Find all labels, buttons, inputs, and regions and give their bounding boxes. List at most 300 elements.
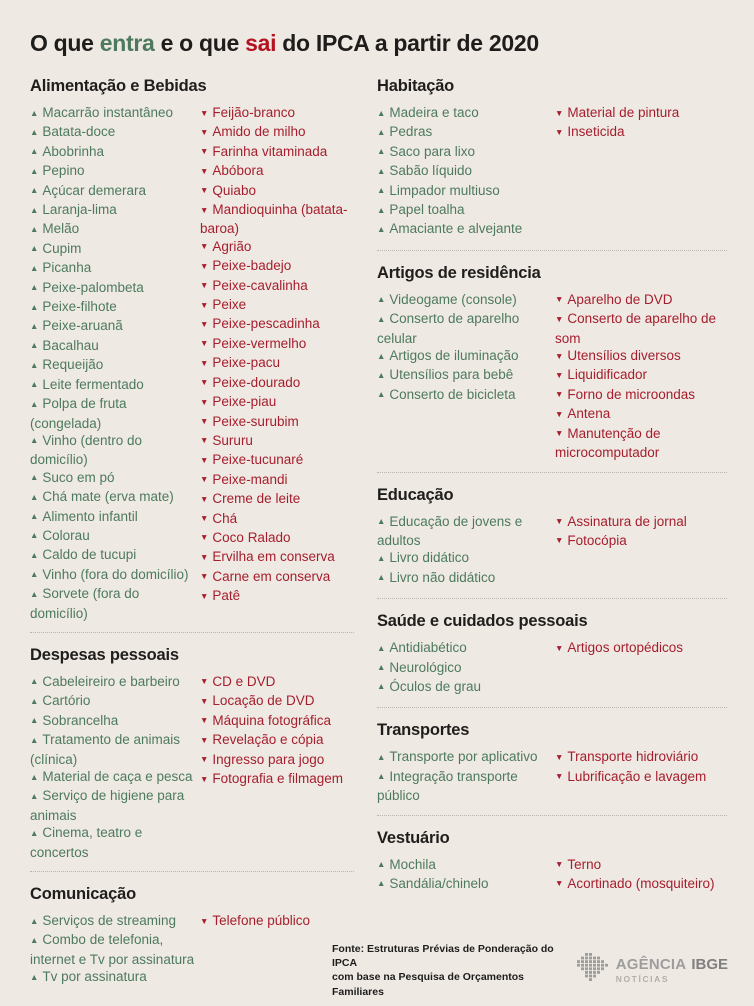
down-triangle-icon: ▼ [555,771,564,782]
sai-list [555,291,727,462]
entra-item [377,875,550,894]
item-label: Abobrinha [42,143,104,159]
entra-item [377,549,550,568]
item-label: Liquidificador [567,367,647,383]
entra-item [377,748,550,767]
entra-item [30,931,195,968]
up-triangle-icon: ▲ [30,165,39,176]
item-label: Fotografia e filmagem [212,771,343,786]
sai-item [200,529,354,548]
item-label: Amaciante e alvejante [389,221,523,237]
entra-item [377,182,550,201]
item-label: Material de caça e pesca [42,769,193,784]
sai-list [200,673,354,789]
up-triangle-icon: ▲ [30,243,39,254]
item-label: Peixe-pacu [212,355,280,371]
sai-item [555,347,727,366]
logo-ibge-label: IBGE [691,956,728,974]
sai-item [200,490,354,509]
sai-item [555,123,727,142]
entra-item [30,787,195,824]
item-label: Quiabo [212,182,256,198]
item-label: Sobrancelha [42,712,119,728]
entra-list [377,639,555,697]
category-title: Vestuário [377,828,450,847]
up-triangle-icon: ▲ [377,572,386,583]
category-columns [377,291,727,462]
sai-list [555,856,727,895]
down-triangle-icon: ▼ [200,185,209,196]
entra-item [377,386,550,405]
category-section [377,472,727,589]
entra-item [30,824,195,861]
sai-item [200,510,354,529]
down-triangle-icon: ▼ [555,535,564,546]
category-section [30,632,354,861]
entra-item [30,585,195,622]
item-label: Antidiabético [389,640,467,656]
up-triangle-icon: ▲ [377,185,386,196]
entra-item [30,356,195,375]
entra-item [30,508,195,527]
item-label: Assinatura de jornal [567,513,687,529]
up-triangle-icon: ▲ [30,185,39,196]
entra-item [30,104,195,123]
up-triangle-icon: ▲ [30,126,39,137]
down-triangle-icon: ▼ [200,513,209,524]
item-label: Forno de microondas [567,386,695,402]
entra-item [377,639,550,658]
category-columns [30,104,354,622]
item-label: Terno [567,856,602,872]
entra-list [377,291,555,405]
up-triangle-icon: ▲ [377,146,386,157]
down-triangle-icon: ▼ [555,516,564,526]
down-triangle-icon: ▼ [555,369,564,380]
item-label: Peixe-dourado [212,374,301,390]
logo-agencia-label: AGÊNCIA [615,956,687,974]
sai-item [200,393,354,412]
sai-item [555,310,727,347]
sai-item [200,548,354,567]
category-columns [30,912,354,988]
content-columns [30,69,727,988]
entra-item [30,123,195,142]
item-label: Fotocópia [567,532,627,548]
down-triangle-icon: ▼ [200,734,209,745]
source-line-1: Fonte: Estruturas Prévias de Ponderação do IPCA [332,943,554,970]
item-label: Artigos ortopédicos [567,640,683,656]
item-label: Conserto de bicicleta [389,386,516,402]
item-label: Peixe-pescadinha [212,316,320,332]
entra-item [377,162,550,181]
sai-item [555,768,727,787]
item-label: Peixe-aruanã [42,318,123,334]
source-note [332,942,577,999]
sai-item [200,673,354,692]
logo-text [616,956,728,984]
item-label: Utensílios diversos [567,348,681,364]
up-triangle-icon: ▲ [30,569,39,580]
sai-item [200,432,354,451]
up-triangle-icon: ▲ [30,472,39,483]
down-triangle-icon: ▼ [200,338,209,349]
up-triangle-icon: ▲ [30,223,39,234]
category-section [377,707,727,804]
up-triangle-icon: ▲ [30,695,39,706]
sai-item [200,912,354,931]
entra-list [30,912,200,988]
item-label: Transporte hidroviário [567,749,699,765]
entra-item [30,220,195,239]
up-triangle-icon: ▲ [30,511,39,522]
up-triangle-icon: ▲ [377,165,386,176]
item-label: Sorvete (fora do domicílio) [30,586,140,621]
entra-item [30,488,195,507]
up-triangle-icon: ▲ [377,662,386,673]
item-label: Açúcar demerara [42,182,146,198]
entra-item [30,432,195,469]
title-word-entra: entra [99,30,155,56]
up-triangle-icon: ▲ [30,790,39,801]
up-triangle-icon: ▲ [30,715,39,726]
entra-item [30,182,195,201]
right-column [377,69,727,894]
sai-item [200,374,354,393]
down-triangle-icon: ▼ [200,915,209,926]
sai-item [200,277,354,296]
up-triangle-icon: ▲ [377,516,386,526]
entra-item [30,279,195,298]
item-label: Tratamento de animais (clínica) [30,732,180,767]
category-title: Comunicação [30,885,136,904]
item-label: Peixe-cavalinha [212,277,308,293]
entra-item [377,569,550,588]
item-label: Integração transporte público [377,768,518,804]
entra-item [30,376,195,395]
down-triangle-icon: ▼ [200,165,209,176]
sai-item [555,639,727,658]
down-triangle-icon: ▼ [200,493,209,504]
down-triangle-icon: ▼ [200,107,209,118]
entra-list [30,673,200,861]
entra-item [30,546,195,565]
item-label: Peixe-palombeta [42,279,144,295]
down-triangle-icon: ▼ [200,241,209,252]
sai-item [555,856,727,875]
sai-item [200,413,354,432]
entra-list [377,513,555,589]
down-triangle-icon: ▼ [200,454,209,465]
up-triangle-icon: ▲ [30,262,39,273]
entra-item [377,201,550,220]
item-label: Peixe-mandi [212,471,288,487]
up-triangle-icon: ▲ [377,223,386,234]
sai-item [555,513,727,532]
down-triangle-icon: ▼ [200,695,209,706]
item-label: Peixe-vermelho [212,335,307,351]
item-label: Máquina fotográfica [212,712,331,728]
item-label: Combo de telefonia, internet e Tv por assinatura [30,932,195,967]
entra-item [377,513,550,550]
item-label: Creme de leite [212,491,301,507]
up-triangle-icon: ▲ [377,369,386,380]
entra-item [30,469,195,488]
category-columns [30,673,354,861]
sai-item [200,354,354,373]
category-columns [377,639,727,697]
source-line-2: com base na Pesquisa de Orçamentos Familiares [332,971,524,998]
item-label: Artigos de iluminação [389,348,519,364]
category-title: Habitação [377,77,455,95]
item-label: Leite fermentado [42,376,144,392]
item-label: Livro didático [389,550,469,566]
logo-noticias-label: NOTÍCIAS [615,974,670,985]
item-label: Sandália/chinelo [389,875,489,891]
item-label: Cabeleireiro e barbeiro [42,673,180,689]
up-triangle-icon: ▲ [30,340,39,351]
item-label: Inseticida [567,124,625,140]
category-section [30,69,354,622]
item-label: Tv por assinatura [42,969,147,985]
sai-item [200,315,354,334]
sai-item [555,532,727,551]
entra-item [30,968,195,987]
item-label: Serviços de streaming [42,913,176,929]
up-triangle-icon: ▲ [377,878,386,889]
sai-list [555,639,727,658]
item-label: Coco Ralado [212,529,291,545]
down-triangle-icon: ▼ [555,313,564,324]
down-triangle-icon: ▼ [555,878,564,889]
item-label: Livro não didático [389,569,496,585]
sai-item [200,471,354,490]
sai-item [200,104,354,123]
item-label: Neurológico [389,659,462,675]
item-label: Pepino [42,163,85,179]
entra-item [30,201,195,220]
up-triangle-icon: ▲ [377,313,386,324]
down-triangle-icon: ▼ [200,773,209,784]
item-label: Conserto de aparelho celular [377,311,520,346]
page-title [30,30,727,57]
entra-item [377,678,550,697]
up-triangle-icon: ▲ [30,435,39,446]
up-triangle-icon: ▲ [377,389,386,400]
sai-item [200,238,354,257]
down-triangle-icon: ▼ [200,590,209,601]
up-triangle-icon: ▲ [377,204,386,215]
up-triangle-icon: ▲ [377,126,386,137]
sai-item [200,182,354,201]
up-triangle-icon: ▲ [377,681,386,692]
sai-item [200,692,354,711]
sai-list [200,912,354,931]
sai-item [200,201,354,238]
entra-item [30,395,195,432]
item-label: Melão [42,221,80,237]
item-label: Vinho (fora do domicílio) [42,566,189,582]
down-triangle-icon: ▼ [555,294,564,305]
item-label: Requeijão [42,357,104,373]
entra-item [377,143,550,162]
down-triangle-icon: ▼ [555,751,564,762]
title-part-pre: O que [30,30,100,56]
item-label: Carne em conserva [212,568,331,584]
item-label: Peixe-surubim [212,413,299,429]
item-label: Feijão-branco [212,105,295,120]
sai-item [555,291,727,310]
item-label: Conserto de aparelho de som [555,311,717,346]
down-triangle-icon: ▼ [555,350,564,361]
item-label: Laranja-lima [42,202,117,218]
entra-list [377,748,555,804]
item-label: Mochila [389,856,436,872]
item-label: Batata-doce [42,124,116,140]
up-triangle-icon: ▲ [30,107,39,118]
entra-item [377,310,550,347]
down-triangle-icon: ▼ [200,280,209,291]
item-label: Farinha vitaminada [212,143,328,159]
item-label: Abóbora [212,163,264,179]
category-title: Alimentação e Bebidas [30,77,207,95]
down-triangle-icon: ▼ [200,474,209,485]
item-label: Manutenção de microcomputador [555,425,661,461]
agencia-ibge-logo [577,953,728,988]
sai-item [200,257,354,276]
item-label: Macarrão instantâneo [42,105,173,120]
up-triangle-icon: ▲ [30,734,39,745]
up-triangle-icon: ▲ [30,530,39,541]
left-column [30,69,354,988]
entra-item [30,527,195,546]
up-triangle-icon: ▲ [30,934,39,945]
entra-item [30,240,195,259]
down-triangle-icon: ▼ [200,754,209,765]
up-triangle-icon: ▲ [30,301,39,312]
sai-list [555,748,727,787]
category-title: Transportes [377,721,470,740]
item-label: Telefone público [212,913,310,929]
down-triangle-icon: ▼ [200,532,209,543]
sai-item [200,162,354,181]
item-label: Cinema, teatro e concertos [30,825,143,860]
up-triangle-icon: ▲ [30,676,39,687]
item-label: Cupim [42,240,82,256]
item-label: Saco para lixo [389,143,475,159]
category-section [377,250,727,462]
down-triangle-icon: ▼ [200,551,209,562]
sai-item [555,104,727,123]
up-triangle-icon: ▲ [377,294,386,305]
sai-item [200,731,354,750]
up-triangle-icon: ▲ [30,146,39,157]
item-label: Serviço de higiene para animais [30,788,185,823]
up-triangle-icon: ▲ [377,751,386,762]
down-triangle-icon: ▼ [200,396,209,407]
category-section [30,871,354,988]
sai-item [200,587,354,606]
category-columns [377,104,727,240]
item-label: Ingresso para jogo [212,751,325,767]
down-triangle-icon: ▼ [200,435,209,446]
category-columns [377,856,727,895]
item-label: Acortinado (mosquiteiro) [567,875,715,891]
item-label: Madeira e taco [389,105,479,120]
item-label: CD e DVD [212,673,276,689]
up-triangle-icon: ▲ [377,642,386,653]
entra-item [30,673,195,692]
entra-item [377,347,550,366]
up-triangle-icon: ▲ [30,204,39,215]
up-triangle-icon: ▲ [30,320,39,331]
up-triangle-icon: ▲ [30,491,39,502]
category-section [377,69,727,240]
down-triangle-icon: ▼ [200,318,209,329]
sai-item [555,748,727,767]
down-triangle-icon: ▼ [555,126,564,137]
item-label: Antena [567,406,611,422]
item-label: Patê [212,588,241,604]
entra-item [30,912,195,931]
item-label: Alimento infantil [42,508,138,524]
up-triangle-icon: ▲ [30,771,39,782]
down-triangle-icon: ▼ [200,676,209,687]
sai-item [200,568,354,587]
sai-item [555,875,727,894]
title-word-sai: sai [245,30,277,56]
sai-item [200,712,354,731]
entra-item [377,366,550,385]
ibge-brazil-map-icon [577,953,609,988]
up-triangle-icon: ▲ [377,771,386,782]
entra-item [377,123,550,142]
entra-item [30,566,195,585]
entra-item [377,220,550,239]
infographic-page [0,30,754,998]
sai-item [555,425,727,462]
category-title: Educação [377,485,454,504]
category-title: Despesas pessoais [30,645,179,664]
item-label: Educação de jovens e adultos [377,513,523,548]
footer [332,942,728,999]
down-triangle-icon: ▼ [200,571,209,582]
item-label: Ervilha em conserva [212,549,335,565]
item-label: Revelação e cópia [212,732,324,748]
sai-list [555,104,727,143]
up-triangle-icon: ▲ [377,552,386,563]
sai-item [200,143,354,162]
item-label: Caldo de tucupi [42,547,137,563]
up-triangle-icon: ▲ [30,379,39,390]
up-triangle-icon: ▲ [377,859,386,870]
entra-item [30,259,195,278]
category-columns [377,513,727,589]
sai-item [200,296,354,315]
category-section [377,815,727,895]
item-label: Pedras [389,124,433,140]
entra-item [30,731,195,768]
up-triangle-icon: ▲ [30,915,39,926]
item-label: Cartório [42,693,91,709]
item-label: Papel toalha [389,202,465,218]
up-triangle-icon: ▲ [30,282,39,293]
sai-item [200,451,354,470]
entra-item [377,291,550,310]
entra-item [30,712,195,731]
item-label: Aparelho de DVD [567,291,673,307]
entra-item [30,692,195,711]
